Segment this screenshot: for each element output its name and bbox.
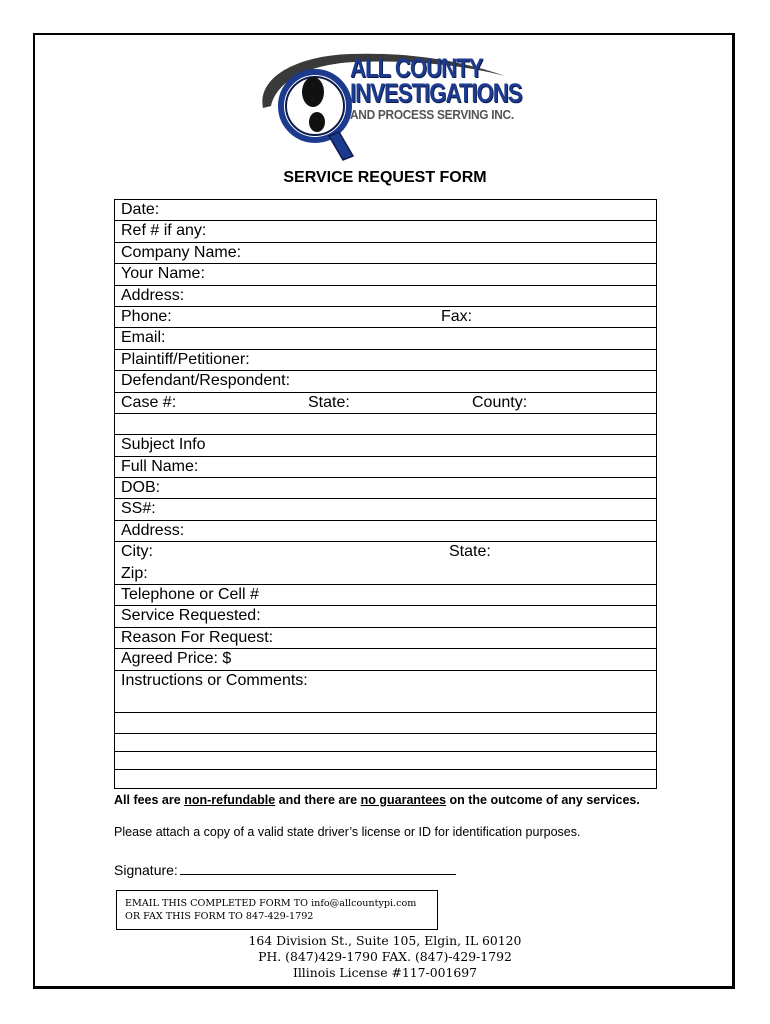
notice-text: and there are xyxy=(275,793,361,807)
field-subject-address[interactable] xyxy=(115,521,656,542)
phone-fax-line: PH. (847)429-1790 FAX. (847)-429-1792 xyxy=(258,949,512,964)
comment-line[interactable] xyxy=(115,752,656,770)
blank-row xyxy=(115,414,656,435)
field-date[interactable] xyxy=(115,200,656,221)
field-label: Plaintiff/Petitioner: xyxy=(121,350,250,368)
section-subject-info xyxy=(115,435,656,456)
field-agreed-price[interactable] xyxy=(115,649,656,670)
field-label-county: County: xyxy=(472,393,528,411)
fees-notice xyxy=(114,793,674,808)
field-label: Service Requested: xyxy=(121,607,261,625)
company-logo xyxy=(255,48,520,166)
notice-emphasis: non-refundable xyxy=(184,793,276,807)
field-label: Company Name: xyxy=(121,243,242,261)
notice-text: All fees are xyxy=(114,793,185,807)
signature-line[interactable] xyxy=(180,860,456,875)
signature-field[interactable] xyxy=(114,860,456,878)
field-ref[interactable] xyxy=(115,221,656,242)
email-instruction: EMAIL THIS COMPLETED FORM TO info@allcountypi.com xyxy=(125,898,417,909)
field-defendant[interactable] xyxy=(115,371,656,392)
notice-text: on the outcome of any services. xyxy=(446,793,640,807)
company-address-block xyxy=(0,933,770,981)
field-label: Reason For Request: xyxy=(121,628,274,646)
field-label: Address: xyxy=(121,286,185,304)
section-label: Subject Info xyxy=(121,436,206,454)
field-label: Your Name: xyxy=(121,265,205,283)
fax-instruction: OR FAX THIS FORM TO 847-429-1792 xyxy=(125,911,314,922)
field-label: Defendant/Respondent: xyxy=(121,372,291,390)
logo-line-2: INVESTIGATIONS xyxy=(350,78,522,108)
field-dob[interactable] xyxy=(115,478,656,499)
field-label-fax: Fax: xyxy=(441,307,473,325)
signature-label: Signature: xyxy=(114,862,178,878)
field-label: Email: xyxy=(121,329,166,347)
field-label: Instructions or Comments: xyxy=(121,671,308,689)
field-label: Zip: xyxy=(121,564,148,582)
field-your-name[interactable] xyxy=(115,264,656,285)
field-phone-fax[interactable] xyxy=(115,307,656,328)
id-notice: Please attach a copy of a valid state driver’s license or ID for identification purposes. xyxy=(114,825,581,839)
comment-line[interactable] xyxy=(115,734,656,752)
field-label: Ref # if any: xyxy=(121,222,207,240)
notice-emphasis: no guarantees xyxy=(360,793,447,807)
license-number: Illinois License #117-001697 xyxy=(292,965,478,980)
comment-line[interactable] xyxy=(115,770,656,788)
field-label: Telephone or Cell # xyxy=(121,586,259,604)
field-label: Case #: xyxy=(121,393,177,411)
field-plaintiff[interactable] xyxy=(115,350,656,371)
field-label: City: xyxy=(121,543,153,561)
field-label-state: State: xyxy=(449,543,491,561)
street-address: 164 Division St., Suite 105, Elgin, IL 60120 xyxy=(248,933,522,948)
logo-line-1: ALL COUNTY xyxy=(350,53,483,83)
field-label: DOB: xyxy=(121,479,161,497)
form-title: SERVICE REQUEST FORM xyxy=(283,169,487,186)
field-service-requested[interactable] xyxy=(115,606,656,627)
field-label-state: State: xyxy=(308,393,350,411)
logo-line-3: AND PROCESS SERVING INC. xyxy=(350,108,514,122)
field-reason[interactable] xyxy=(115,628,656,649)
field-address[interactable] xyxy=(115,286,656,307)
field-instructions[interactable] xyxy=(115,671,656,713)
field-case-state-county[interactable] xyxy=(115,393,656,414)
field-email[interactable] xyxy=(115,328,656,349)
field-label: Date: xyxy=(121,201,160,218)
field-label: SS#: xyxy=(121,500,156,518)
field-city-state[interactable] xyxy=(115,542,656,563)
email-fax-box xyxy=(116,890,438,930)
field-zip[interactable] xyxy=(115,564,656,585)
field-full-name[interactable] xyxy=(115,457,656,478)
field-telephone[interactable] xyxy=(115,585,656,606)
field-ssn[interactable] xyxy=(115,499,656,520)
comment-line[interactable] xyxy=(115,713,656,734)
field-company-name[interactable] xyxy=(115,243,656,264)
field-label: Full Name: xyxy=(121,457,199,475)
field-label: Agreed Price: $ xyxy=(121,650,232,668)
service-request-table xyxy=(114,199,657,789)
field-label: Address: xyxy=(121,521,185,539)
field-label: Phone: xyxy=(121,307,172,325)
